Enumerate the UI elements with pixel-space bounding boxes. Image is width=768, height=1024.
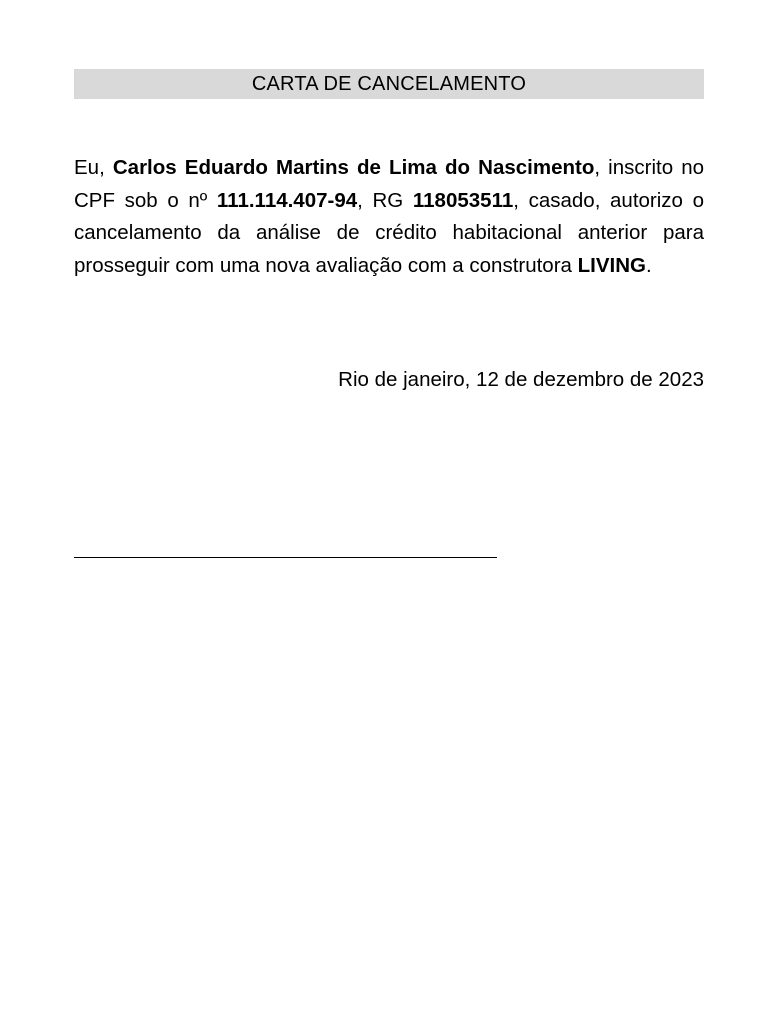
- paragraph-text-1: Eu,: [74, 156, 113, 179]
- cpf-number: 111.114.407-94: [216, 188, 358, 212]
- document-title: CARTA DE CANCELAMENTO: [251, 72, 527, 95]
- place-date-line: Rio de janeiro, 12 de dezembro de 2023: [338, 368, 704, 391]
- paragraph-text-3: , RG: [357, 188, 413, 212]
- paragraph-text-5: .: [645, 253, 652, 277]
- paragraph-text-2: , inscrito no CPF sob o nº: [74, 156, 704, 212]
- title-banner: [74, 69, 704, 99]
- company-name: LIVING: [577, 253, 646, 277]
- authorization-paragraph: [74, 152, 704, 282]
- rg-number: 118053511: [412, 188, 514, 212]
- person-name: Carlos Eduardo Martins de Lima do Nascimento: [112, 156, 595, 179]
- paragraph-text-4: , casado, autorizo o cancelamento da análise de crédito habitacional anterior para prosseguir com uma nova avaliação com a construtora: [74, 188, 704, 277]
- signature-line: [74, 557, 497, 558]
